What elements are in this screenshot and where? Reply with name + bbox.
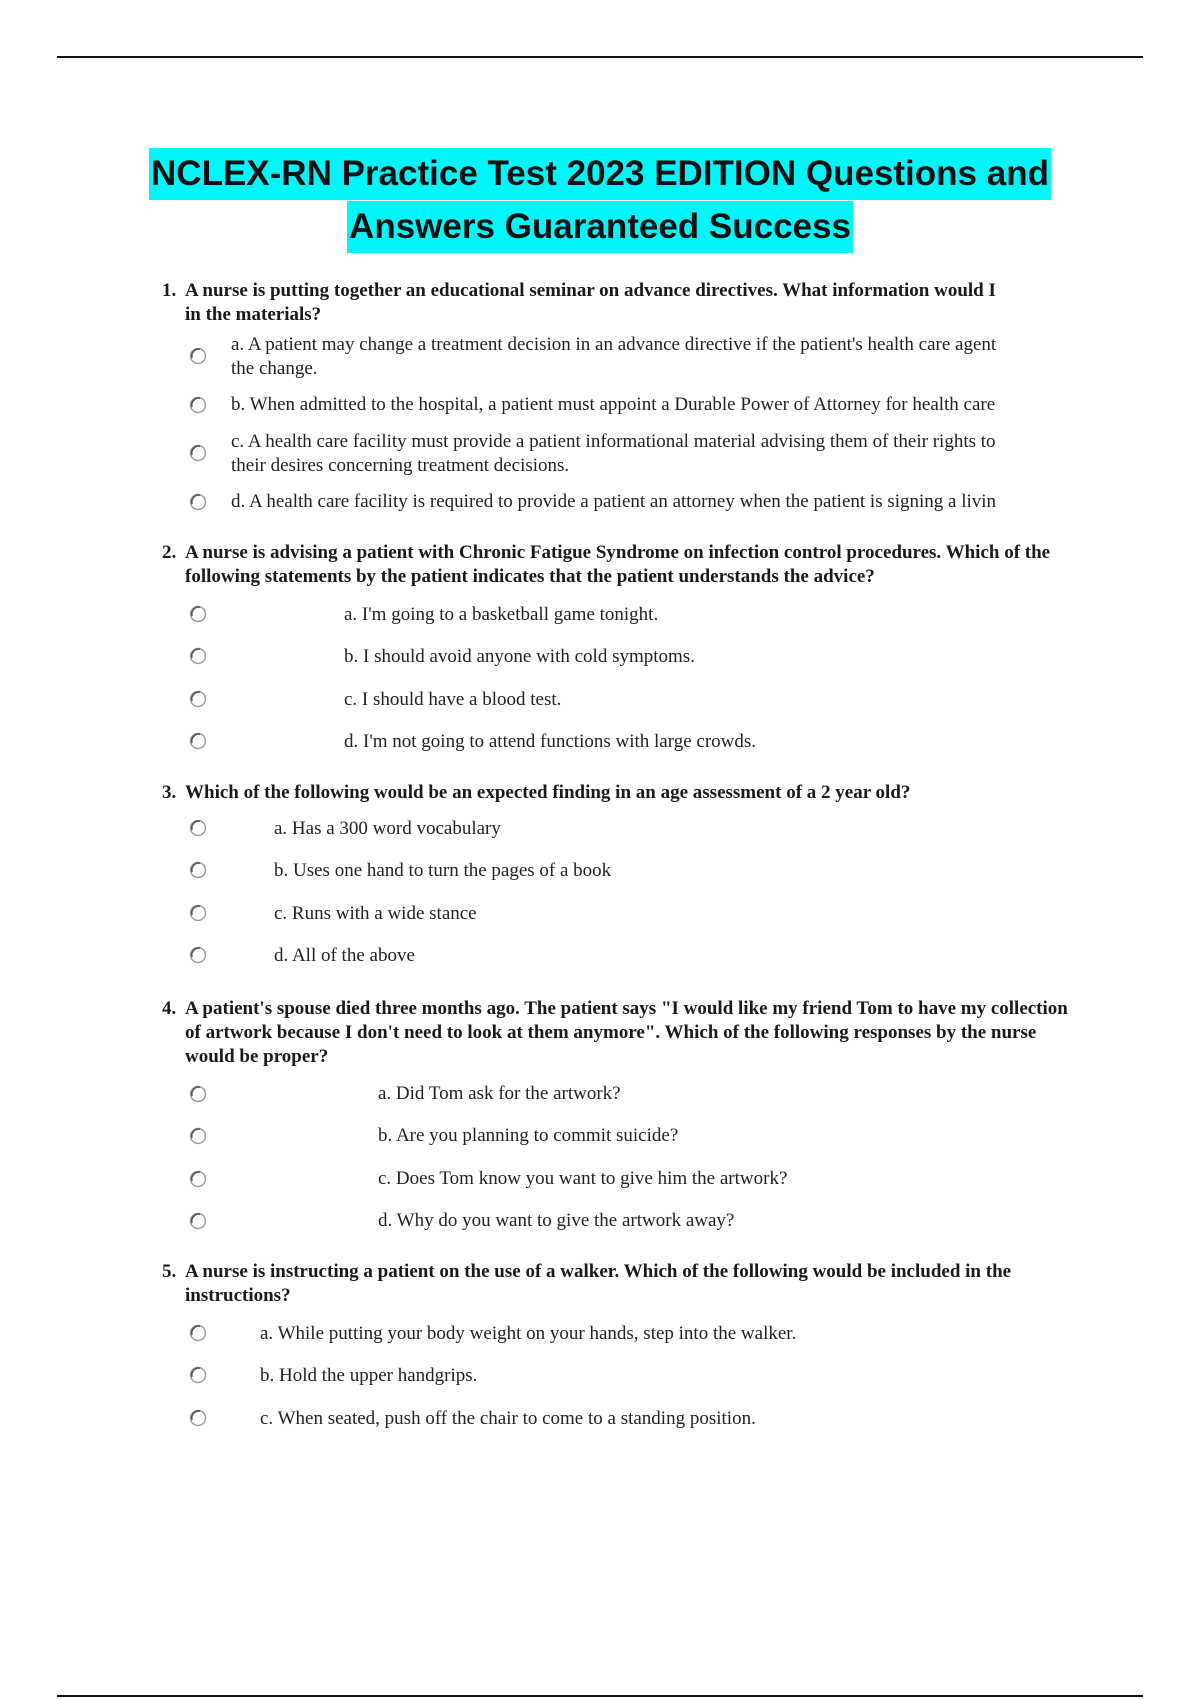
question-5-option-c: c. When seated, push off the chair to come to a standing position.	[260, 1408, 756, 1429]
radio-button-icon[interactable]	[188, 646, 208, 666]
question-2-option-c: c. I should have a blood test.	[344, 689, 562, 710]
question-4-option-c: c. Does Tom know you want to give him the artwork?	[378, 1168, 788, 1189]
radio-button-icon	[188, 346, 208, 366]
question-2-option-d: d. I'm not going to attend functions with large crowds.	[344, 731, 757, 752]
document-title	[0, 148, 1200, 253]
radio-button-icon	[188, 1323, 208, 1343]
footer-rule	[57, 1695, 1143, 1697]
question-2-number: 2.	[162, 542, 177, 563]
radio-button-icon[interactable]	[188, 443, 208, 463]
radio-button-icon[interactable]	[188, 1365, 208, 1385]
radio-button-icon[interactable]	[188, 1084, 208, 1104]
radio-button-icon[interactable]	[188, 945, 208, 965]
question-3-option-a: a. Has a 300 word vocabulary	[274, 818, 501, 839]
radio-button-icon	[188, 818, 208, 838]
radio-button-icon	[188, 395, 208, 415]
radio-button-icon[interactable]	[188, 818, 208, 838]
radio-button-icon[interactable]	[188, 860, 208, 880]
radio-button-icon	[188, 1211, 208, 1231]
question-1-option-a: a. A patient may change a treatment decision in an advance directive if the patient's health care agent the change.	[231, 334, 997, 379]
radio-button-icon	[188, 945, 208, 965]
question-1-option-d: d. A health care facility is required to provide a patient an attorney when the patient is signing a livin	[231, 491, 997, 512]
question-4-option-b: b. Are you planning to commit suicide?	[378, 1125, 679, 1146]
question-4-option-a: a. Did Tom ask for the artwork?	[378, 1083, 621, 1104]
question-5-number: 5.	[162, 1261, 177, 1282]
radio-button-icon[interactable]	[188, 346, 208, 366]
question-5-option-b: b. Hold the upper handgrips.	[260, 1365, 478, 1386]
question-1-option-b: b. When admitted to the hospital, a patient must appoint a Durable Power of Attorney for health care	[231, 394, 996, 415]
question-3-option-c: c. Runs with a wide stance	[274, 903, 477, 924]
question-1-option-c: c. A health care facility must provide a patient informational material advising them of their rights to their desires concerning treatment decisions.	[231, 431, 996, 476]
radio-button-icon	[188, 646, 208, 666]
question-2-option-a: a. I'm going to a basketball game tonight.	[344, 604, 659, 625]
radio-button-icon	[188, 492, 208, 512]
radio-button-icon[interactable]	[188, 1211, 208, 1231]
title-line-1: NCLEX-RN Practice Test 2023 EDITION Questions and	[149, 148, 1051, 200]
question-5-option-a: a. While putting your body weight on your hands, step into the walker.	[260, 1323, 797, 1344]
radio-button-icon[interactable]	[188, 731, 208, 751]
radio-button-icon[interactable]	[188, 903, 208, 923]
radio-button-icon[interactable]	[188, 395, 208, 415]
radio-button-icon[interactable]	[188, 1126, 208, 1146]
question-1-number: 1.	[162, 280, 177, 301]
question-4-number: 4.	[162, 998, 177, 1019]
question-3-option-b: b. Uses one hand to turn the pages of a book	[274, 860, 612, 881]
radio-button-icon	[188, 1365, 208, 1385]
radio-button-icon[interactable]	[188, 604, 208, 624]
radio-button-icon	[188, 731, 208, 751]
radio-button-icon	[188, 1169, 208, 1189]
question-3-number: 3.	[162, 782, 177, 803]
question-3-option-d: d. All of the above	[274, 945, 415, 966]
question-2-option-b: b. I should avoid anyone with cold symptoms.	[344, 646, 695, 667]
radio-button-icon	[188, 689, 208, 709]
radio-button-icon	[188, 1408, 208, 1428]
radio-button-icon	[188, 1084, 208, 1104]
radio-button-icon	[188, 1126, 208, 1146]
question-3-text: Which of the following would be an expected finding in an age assessment of a 2 year old?	[185, 782, 911, 803]
radio-button-icon	[188, 860, 208, 880]
question-4-text: A patient's spouse died three months ago. The patient says "I would like my friend Tom to have my collection of artwork because I don't need to look at them anymore". Which of the following responses by the nurse would be proper?	[185, 998, 1068, 1067]
radio-button-icon[interactable]	[188, 492, 208, 512]
radio-button-icon	[188, 604, 208, 624]
title-line-2: Answers Guaranteed Success	[347, 201, 853, 253]
question-1-text: A nurse is putting together an educational seminar on advance directives. What information would I in the materials?	[185, 280, 996, 325]
radio-button-icon	[188, 443, 208, 463]
radio-button-icon[interactable]	[188, 1169, 208, 1189]
radio-button-icon[interactable]	[188, 1408, 208, 1428]
radio-button-icon	[188, 903, 208, 923]
question-2-text: A nurse is advising a patient with Chronic Fatigue Syndrome on infection control procedures. Which of the following statements by the patient indicates that the patient understands the advice?	[185, 542, 1051, 587]
question-4-option-d: d. Why do you want to give the artwork away?	[378, 1210, 735, 1231]
header-rule	[57, 56, 1143, 58]
question-5-text: A nurse is instructing a patient on the use of a walker. Which of the following would be included in the instructions?	[185, 1261, 1012, 1306]
radio-button-icon[interactable]	[188, 689, 208, 709]
radio-button-icon[interactable]	[188, 1323, 208, 1343]
